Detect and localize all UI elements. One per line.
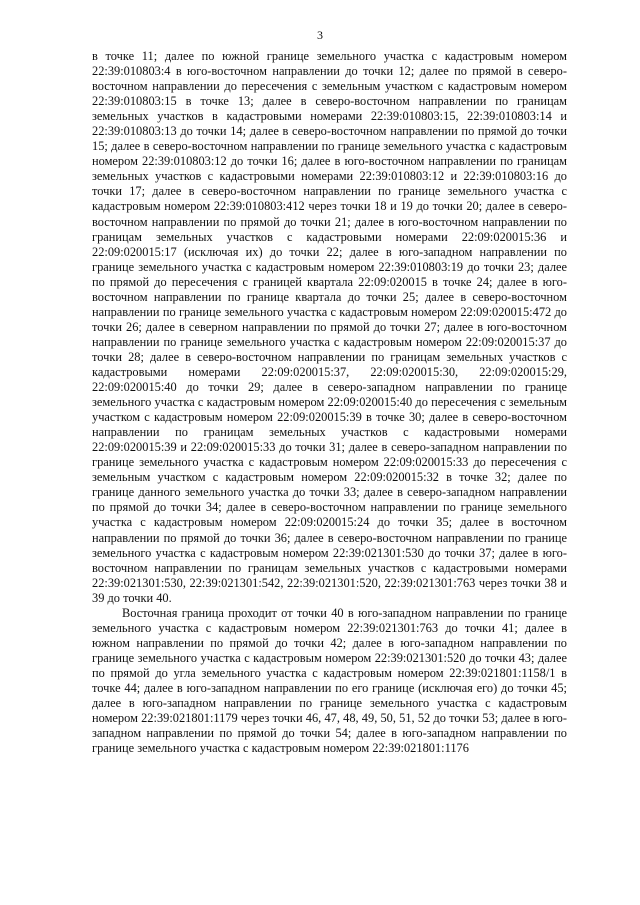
paragraph-eastern-boundary: Восточная граница проходит от точки 40 в юго-западном направлении по границе земельного участка с кадастровым номером 22:39:021301:763 до точки 41; далее в южном направлении по прямой до точки 42; далее в юго-западном направлении по границе земельного участка с кадастровым номером 22:39:021301:520 до точки 43; далее по прямой до угла земельного участка с кадастровым номером 22:39:021801:1158/1 в точке 44; далее в юго-западном направлении по его границе (исключая его) до точки 45; далее в юго-западном направлении по границе земельного участка с кадастровым номером 22:39:021801:1179 через точки 46, 47, 48, 49, 50, 51, 52 до точки 53; далее в юго-западном направлении по прямой до точки 54; далее в юго-западном направлении по границе земельного участка с кадастровым номером 22:39:021801:1176	[92, 605, 567, 756]
paragraph-western-boundary-continuation: в точке 11; далее по южной границе земельного участка с кадастровым номером 22:39:010803:4 в юго-восточном направлении до точки 12; далее по прямой в северо-восточном направлении до пересечения с земельным участком с кадастровым номером 22:39:010803:15 в точке 13; далее в северо-восточном направлении по границам земельных участков в кадастровыми номерами 22:39:010803:15, 22:39:010803:14 и 22:39:010803:13 до точки 14; далее в северо-восточном направлении по прямой до точки 15; далее в северо-восточном направлении по границе земельного участка с кадастровым номером 22:39:010803:12 до точки 16; далее в юго-восточном направлении по границам земельных участков с кадастровыми номерами 22:39:010803:12 и 22:39:010803:16 до точки 17; далее в северо-восточном направлении по границе земельного участка с кадастровым номером 22:39:010803:412 через точки 18 и 19 до точки 20; далее в северо-восточном направлении по прямой до точки 21; далее в юго-восточном направлении по границам земельных участков с кадастровыми номерами 22:09:020015:36 и 22:09:020015:17 (исключая их) до точки 22; далее в юго-западном направлении по границе земельного участка с кадастровым номером 22:39:010803:19 до точки 23; далее по прямой до пересечения с границей квартала 22:09:020015 в точке 24; далее в юго-восточном направлении по границе квартала до точки 25; далее в северо-восточном направлении по границе земельного участка с кадастровым номером 22:09:020015:472 до точки 26; далее в северном направлении по прямой до точки 27; далее в юго-восточном направлении по границе земельного участка с кадастровым номером 22:09:020015:37 до точки 28; далее в северо-восточном направлении по границам земельных участков с кадастровыми номерами 22:09:020015:37, 22:09:020015:30, 22:09:020015:29, 22:09:020015:40 до точки 29; далее в северо-западном направлении по границе земельного участка с кадастровым номером 22:09:020015:40 до пересечения с земельным участком с кадастровым номером 22:09:020015:39 в точке 30; далее в северо-восточном направлении по границам земельных участков с кадастровыми номерами 22:09:020015:39 и 22:09:020015:33 до точки 31; далее в северо-западном направлении по границе земельного участка с кадастровым номером 22:09:020015:33 до пересечения с земельным участком с кадастровым номером 22:09:020015:32 в точке 32; далее по границе данного земельного участка до точки 33; далее в северо-западном направлении по прямой до точки 34; далее в северо-восточном направлении по границе земельного участка с кадастровым номером 22:09:020015:24 до точки 35; далее в восточном направлении по прямой до точки 36; далее в северо-восточном направлении по границе земельного участка с кадастровым номером 22:39:021301:530 до точки 37; далее в юго-восточном направлении по границам земельных участков с кадастровыми номерами 22:39:021301:530, 22:39:021301:542, 22:39:021301:520, 22:39:021301:763 через точки 38 и 39 до точки 40.	[92, 49, 567, 605]
page-number: 3	[317, 28, 323, 42]
document-body	[92, 49, 567, 756]
